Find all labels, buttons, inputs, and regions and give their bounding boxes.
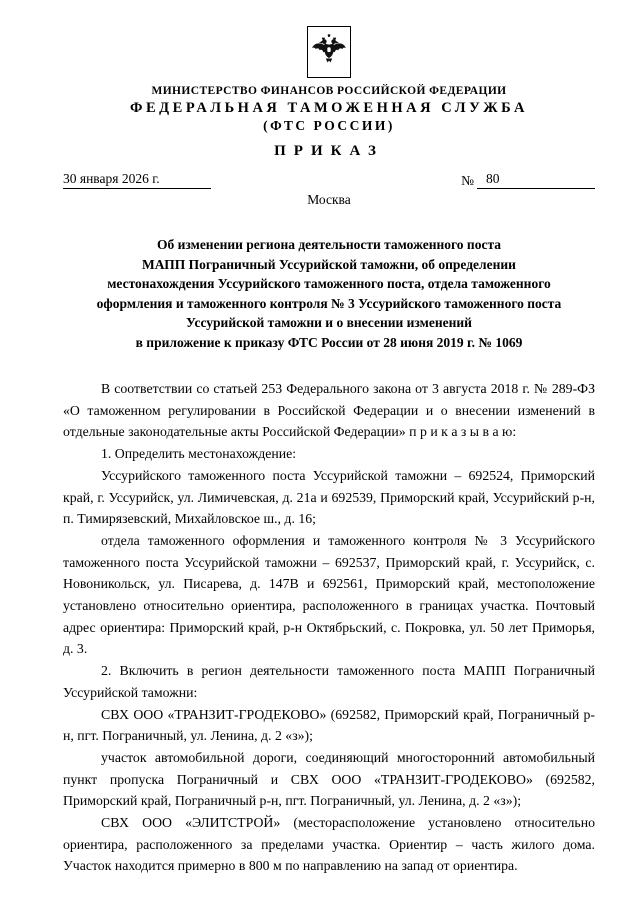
paragraph: В соответствии со статьей 253 Федерального закона от 3 августа 2018 г. № 289-ФЗ «О таможенном регулировании в Российской Федерации и о внесении изменений в отдельные законодательные акты Российской Федерации» п р и к а з ы в а ю: — [63, 381, 595, 440]
agency-line: ФЕДЕРАЛЬНАЯ ТАМОЖЕННАЯ СЛУЖБА — [130, 100, 528, 116]
title-line: МАПП Пограничный Уссурийской таможни, об определении — [142, 256, 516, 272]
document-title — [63, 235, 595, 352]
paragraph: отдела таможенного оформления и таможенного контроля № 3 Уссурийского таможенного поста Уссурийской таможни – 692537, Приморский край, г. Уссурийск, с. Новоникольск, ул. Писарева, д. 147В и 692561, Приморский край, местоположение установлено относительно ориентира, расположенного в границах участка. Почтовый адрес ориентира: Приморский край, р-н Октябрьский, с. Покровка, ул. 50 лет Приморья, д. 3. — [63, 532, 595, 657]
ministry-line: МИНИСТЕРСТВО ФИНАНСОВ РОССИЙСКОЙ ФЕДЕРАЦИИ — [151, 85, 507, 97]
paragraph: 2. Включить в регион деятельности таможенного поста МАПП Пограничный Уссурийской таможни: — [63, 663, 595, 700]
coat-of-arms — [307, 26, 351, 78]
number-label: № — [461, 173, 474, 188]
document-body — [63, 378, 595, 877]
title-line: Уссурийской таможни и о внесении изменений — [186, 315, 472, 330]
date-field: 30 января 2026 г. — [63, 171, 211, 189]
number-value: 80 — [477, 171, 595, 189]
double-headed-eagle-icon — [311, 31, 347, 73]
paragraph: СВХ ООО «ЭЛИТСТРОЙ» (месторасположение установлено относительно ориентира, расположенного за пределами участка. Ориентир – часть жилого дома. Участок находится примерно в 800 м по направлению на запад от ориентира. — [63, 815, 595, 874]
city-line: Москва — [307, 192, 351, 207]
date-number-row — [63, 171, 595, 189]
number-group — [461, 171, 595, 189]
paragraph: участок автомобильной дороги, соединяющий многосторонний автомобильный пункт пропуска Пограничный и СВХ ООО «ТРАНЗИТ-ГРОДЕКОВО» (692582, Приморский край, Пограничный р-н, пгт. Пограничный, ул. Ленина, д. 2 «з»); — [63, 749, 595, 809]
paragraph: Уссурийского таможенного поста Уссурийской таможни – 692524, Приморский край, г. Уссурийск, ул. Лимичевская, д. 21а и 692539, Приморский край, Уссурийский р-н, п. Тимирязевский, Михайловское ш., д. 16; — [63, 467, 595, 527]
paragraph: 1. Определить местонахождение: — [101, 446, 297, 462]
doc-type-heading: ПРИКАЗ — [274, 143, 384, 159]
agency-short-line: (ФТС РОССИИ) — [263, 118, 395, 133]
title-line: местонахождения Уссурийского таможенного поста, отдела таможенного — [107, 276, 551, 291]
title-line: Об изменении региона деятельности таможенного поста — [156, 237, 501, 252]
title-line: оформления и таможенного контроля № 3 Уссурийского таможенного поста — [96, 295, 562, 311]
title-line: в приложение к приказу ФТС России от 28 июня 2019 г. № 1069 — [135, 334, 523, 350]
paragraph: СВХ ООО «ТРАНЗИТ-ГРОДЕКОВО» (692582, Приморский край, Пограничный р-н, пгт. Пограничный, ул. Ленина, д. 2 «з»); — [63, 706, 595, 744]
